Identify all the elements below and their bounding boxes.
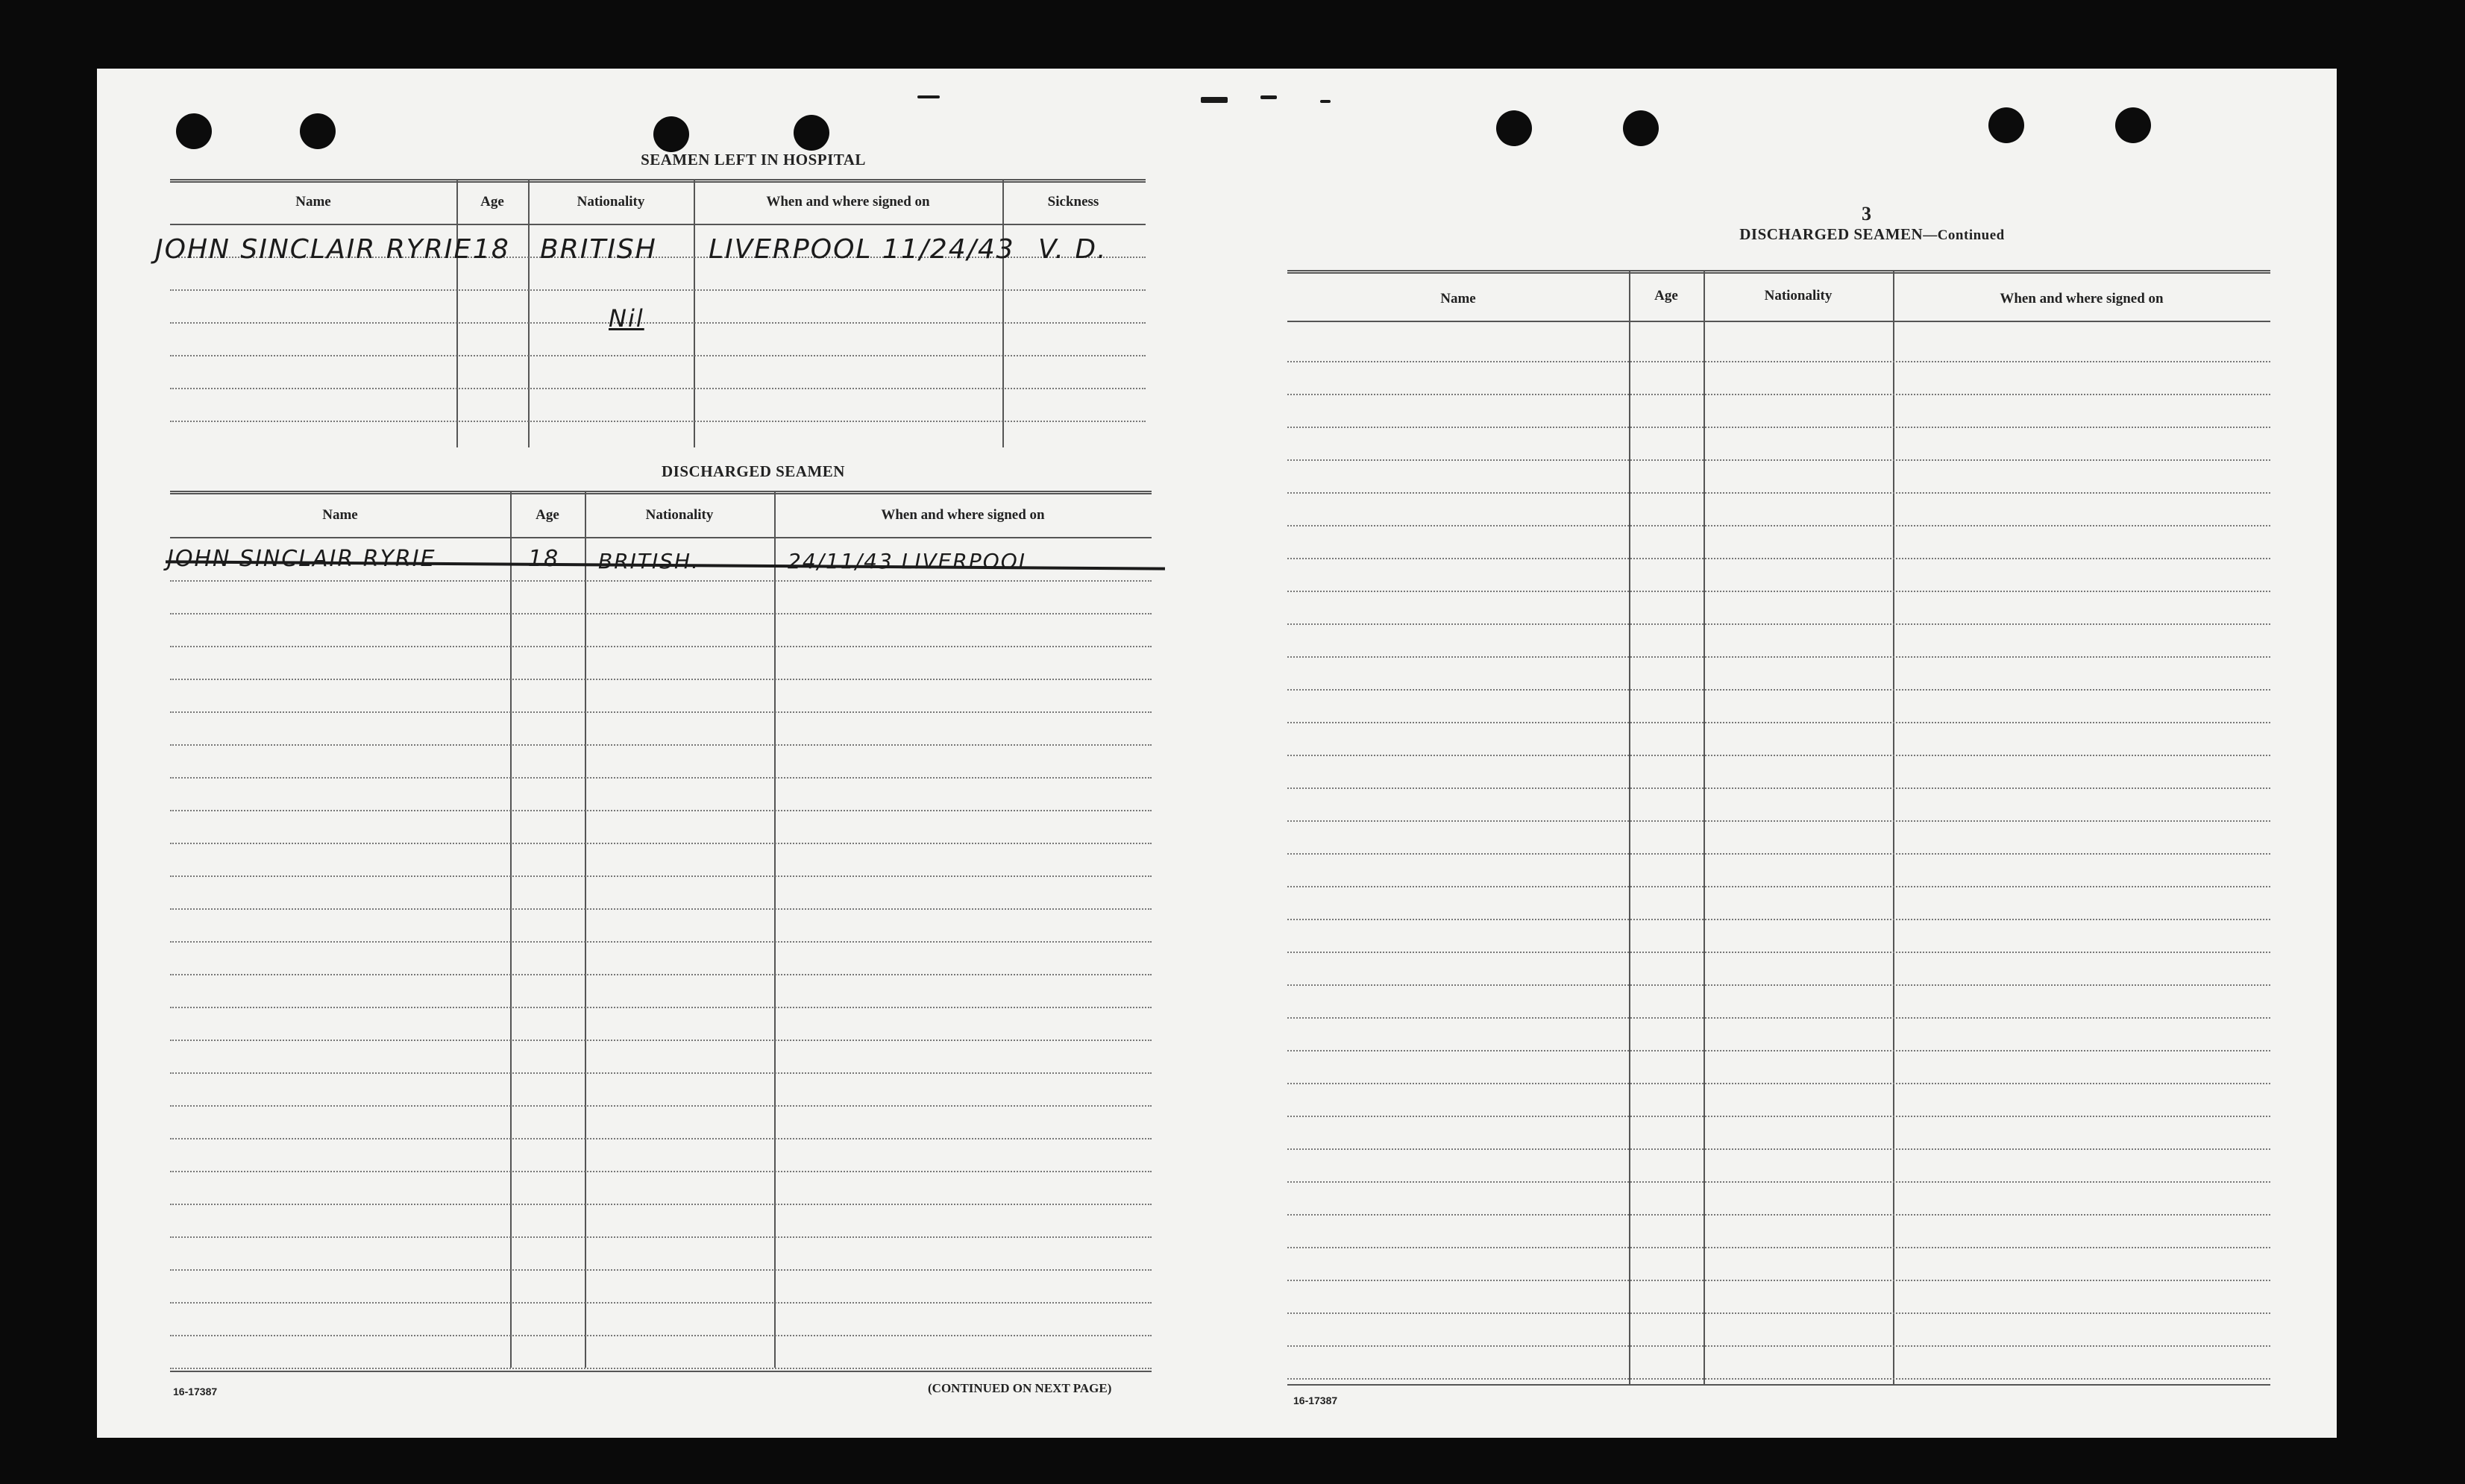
ruled-line: [170, 777, 1152, 779]
ruled-line: [1287, 1214, 2270, 1216]
hospital-entry-age: 18: [473, 234, 510, 265]
discharged-header-age: Age: [536, 507, 559, 523]
page-number: 3: [1862, 203, 1871, 224]
ruled-line: [1287, 787, 2270, 789]
punch-hole: [2115, 107, 2151, 143]
continued-header-nationality: Nationality: [1764, 288, 1833, 304]
hospital-entry-sickness: V. D.: [1038, 234, 1108, 265]
ruled-line: [1287, 1345, 2270, 1347]
ruled-line: [1287, 1050, 2270, 1051]
continued-note: (CONTINUED ON NEXT PAGE): [928, 1381, 1112, 1395]
hospital-header-nationality: Nationality: [577, 194, 645, 210]
hospital-entry-nationality: BRITISH: [540, 234, 657, 265]
ink-speck: [1320, 100, 1331, 103]
ruled-line: [170, 908, 1152, 910]
ruled-line: [170, 580, 1152, 582]
continued-header-signed-on: When and where signed on: [2000, 291, 2164, 306]
ruled-line: [1287, 984, 2270, 986]
ruled-line: [1287, 853, 2270, 855]
ruled-line: [1287, 755, 2270, 756]
hospital-header-signed-on: When and where signed on: [766, 194, 930, 210]
ruled-line: [170, 355, 1146, 356]
ruled-line: [1287, 952, 2270, 953]
hospital-header-age: Age: [480, 194, 504, 210]
table-bottom-rule: [1287, 1384, 2270, 1386]
ink-speck: [917, 95, 940, 98]
ruled-line: [1287, 525, 2270, 526]
ruled-line: [1287, 1083, 2270, 1084]
ruled-line: [1287, 886, 2270, 887]
ink-speck: [1260, 95, 1277, 99]
discharged-header-nationality: Nationality: [645, 507, 714, 523]
ruled-line: [1287, 1378, 2270, 1380]
ruled-line: [170, 843, 1152, 844]
ruled-line: [1287, 492, 2270, 494]
punch-hole: [300, 113, 336, 149]
ruled-line: [170, 613, 1152, 614]
ruled-line: [1287, 1116, 2270, 1117]
hospital-section-title: SEAMEN LEFT IN HOSPITAL: [641, 151, 866, 169]
ruled-line: [1287, 361, 2270, 362]
discharged-section-title: DISCHARGED SEAMEN: [662, 462, 845, 480]
ruled-line: [170, 1335, 1152, 1336]
continued-table: [1287, 203, 2331, 1389]
ruled-line: [170, 1269, 1152, 1271]
continued-title-main: DISCHARGED SEAMEN: [1739, 225, 1924, 243]
ruled-line: [170, 810, 1152, 811]
ruled-line: [170, 421, 1146, 422]
ruled-line: [170, 1072, 1152, 1074]
ruled-line: [1287, 1017, 2270, 1019]
table-bottom-rule: [170, 1371, 1152, 1372]
ruled-line: [170, 646, 1152, 647]
form-number-left: 16-17387: [173, 1386, 218, 1397]
ruled-line: [1287, 656, 2270, 658]
discharged-entry-nationality: BRITISH.: [598, 549, 700, 573]
ruled-line: [170, 322, 1146, 324]
ruled-line: [1287, 689, 2270, 691]
discharged-entry-signed-on: 24/11/43 LIVERPOOL: [788, 549, 1032, 573]
discharged-header-name: Name: [322, 507, 358, 523]
punch-hole: [653, 116, 689, 152]
continued-title-suffix: —Continued: [1923, 227, 2005, 243]
ruled-line: [170, 1171, 1152, 1172]
continued-header-name: Name: [1440, 291, 1476, 306]
ruled-line: [170, 1236, 1152, 1238]
ink-speck: [1201, 97, 1228, 103]
hospital-header-name: Name: [295, 194, 331, 210]
ruled-line: [170, 941, 1152, 943]
ruled-line: [170, 388, 1146, 389]
ruled-line: [170, 974, 1152, 975]
ruled-line: [170, 1204, 1152, 1205]
ruled-line: [170, 289, 1146, 291]
punch-hole: [1988, 107, 2024, 143]
ruled-line: [170, 679, 1152, 680]
ruled-line: [1287, 1148, 2270, 1150]
ruled-line: [170, 1302, 1152, 1304]
continued-header-age: Age: [1654, 288, 1678, 304]
ruled-line: [1287, 1312, 2270, 1314]
punch-hole: [176, 113, 212, 149]
ruled-line: [1287, 1181, 2270, 1183]
discharged-header-signed-on: When and where signed on: [881, 507, 1045, 523]
ruled-line: [1287, 394, 2270, 395]
ruled-line: [170, 1105, 1152, 1107]
punch-hole: [1496, 110, 1532, 146]
ruled-line: [170, 1368, 1152, 1369]
ruled-line: [1287, 427, 2270, 428]
hospital-entry-name: JOHN SINCLAIR RYRIE: [155, 234, 473, 265]
ruled-line: [170, 1040, 1152, 1041]
ruled-line: [170, 711, 1152, 713]
ruled-line: [1287, 591, 2270, 592]
discharged-entry-age: 18: [528, 546, 560, 572]
ruled-line: [170, 1007, 1152, 1008]
hospital-entry-signed-on: LIVERPOOL 11/24/43: [709, 234, 1015, 265]
hospital-nil-note: Nil: [609, 304, 644, 333]
ruled-line: [1287, 820, 2270, 822]
ruled-line: [1287, 1247, 2270, 1248]
document-sheet: [97, 69, 2337, 1438]
ruled-line: [170, 875, 1152, 877]
ruled-line: [1287, 623, 2270, 625]
form-number-right: 16-17387: [1293, 1395, 1338, 1406]
ruled-line: [170, 744, 1152, 746]
ruled-line: [1287, 722, 2270, 723]
ruled-line: [1287, 919, 2270, 920]
punch-hole: [794, 115, 829, 151]
ruled-line: [1287, 558, 2270, 559]
discharged-entry-name: JOHN SINCLAIR RYRIE: [167, 546, 436, 572]
ruled-line: [170, 1138, 1152, 1139]
discharged-table: [170, 491, 1250, 1371]
punch-hole: [1623, 110, 1659, 146]
ruled-line: [1287, 459, 2270, 461]
ruled-line: [1287, 1280, 2270, 1281]
hospital-header-sickness: Sickness: [1047, 194, 1099, 210]
